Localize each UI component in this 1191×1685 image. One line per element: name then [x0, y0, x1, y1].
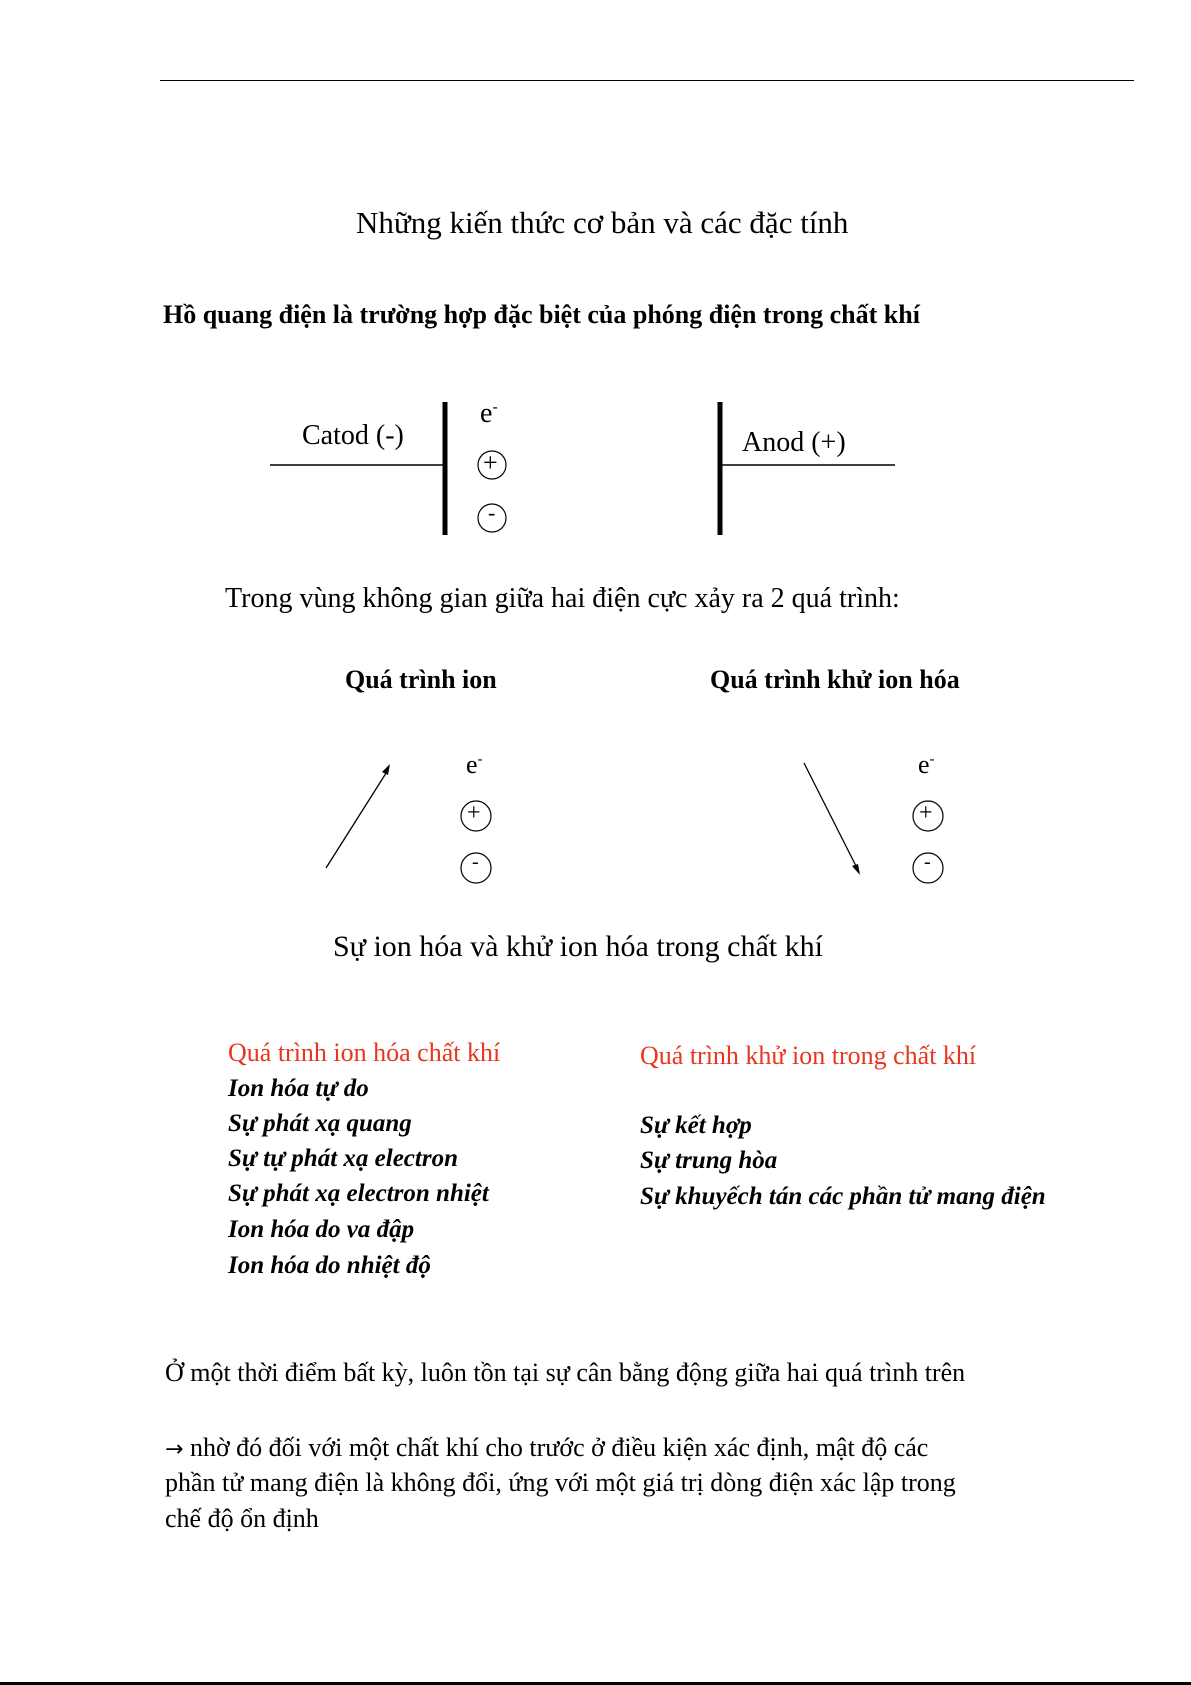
- list-item: Sự kết hợp: [640, 1112, 752, 1139]
- process-right-title: Quá trình khử ion hóa: [710, 665, 960, 694]
- cathode-label: Catod (-): [302, 420, 404, 451]
- intro-text: Trong vùng không gian giữa hai điện cực xảy ra 2 quá trình:: [225, 583, 900, 614]
- minus-symbol: -: [472, 851, 479, 873]
- paragraph-line: chế độ ổn định: [165, 1504, 319, 1533]
- page-title: Những kiến thức cơ bản và các đặc tính: [356, 205, 849, 240]
- ionization-arrow: [326, 770, 388, 868]
- list-item: Sự khuyếch tán các phần tử mang điện: [640, 1183, 1046, 1210]
- list-item: Ion hóa tự do: [228, 1075, 369, 1102]
- arrow-right-icon: →: [165, 1437, 184, 1462]
- list-item: Sự phát xạ electron nhiệt: [228, 1180, 489, 1207]
- paragraph-equilibrium: Ở một thời điểm bất kỳ, luôn tồn tại sự cân bằng động giữa hai quá trình trên: [165, 1358, 966, 1387]
- list-item: Sự tự phát xạ electron: [228, 1145, 458, 1172]
- process-diagram: [326, 763, 943, 883]
- deionization-arrow: [804, 763, 858, 870]
- plus-symbol: +: [467, 800, 481, 826]
- list-left-title: Quá trình ion hóa chất khí: [228, 1038, 501, 1067]
- diagram-caption: Sự ion hóa và khử ion hóa trong chất khí: [333, 930, 823, 963]
- list-item: Sự trung hòa: [640, 1147, 778, 1174]
- arrowhead-icon: [852, 864, 860, 875]
- plus-symbol: +: [919, 800, 933, 826]
- minus-symbol: -: [924, 851, 931, 873]
- paragraph-line: phần tử mang điện là không đổi, ứng với một giá trị dòng điện xác lập trong: [165, 1468, 956, 1497]
- section-heading: Hồ quang điện là trường hợp đặc biệt của phóng điện trong chất khí: [163, 300, 920, 329]
- list-right-title: Quá trình khử ion trong chất khí: [640, 1041, 977, 1070]
- minus-symbol: -: [488, 500, 496, 525]
- plus-symbol: +: [483, 448, 498, 477]
- anode-label: Anod (+): [742, 427, 846, 458]
- list-item: Ion hóa do va đập: [228, 1216, 415, 1243]
- electron-label: e-: [466, 750, 483, 779]
- electron-label: e-: [480, 398, 498, 429]
- electron-label: e-: [918, 750, 935, 779]
- list-item: Ion hóa do nhiệt độ: [228, 1252, 431, 1279]
- arrowhead-icon: [382, 764, 390, 775]
- list-item: Sự phát xạ quang: [228, 1110, 412, 1137]
- process-left-title: Quá trình ion: [345, 665, 497, 694]
- paragraph-line: → nhờ đó đối với một chất khí cho trước ở điều kiện xác định, mật độ các: [165, 1433, 929, 1462]
